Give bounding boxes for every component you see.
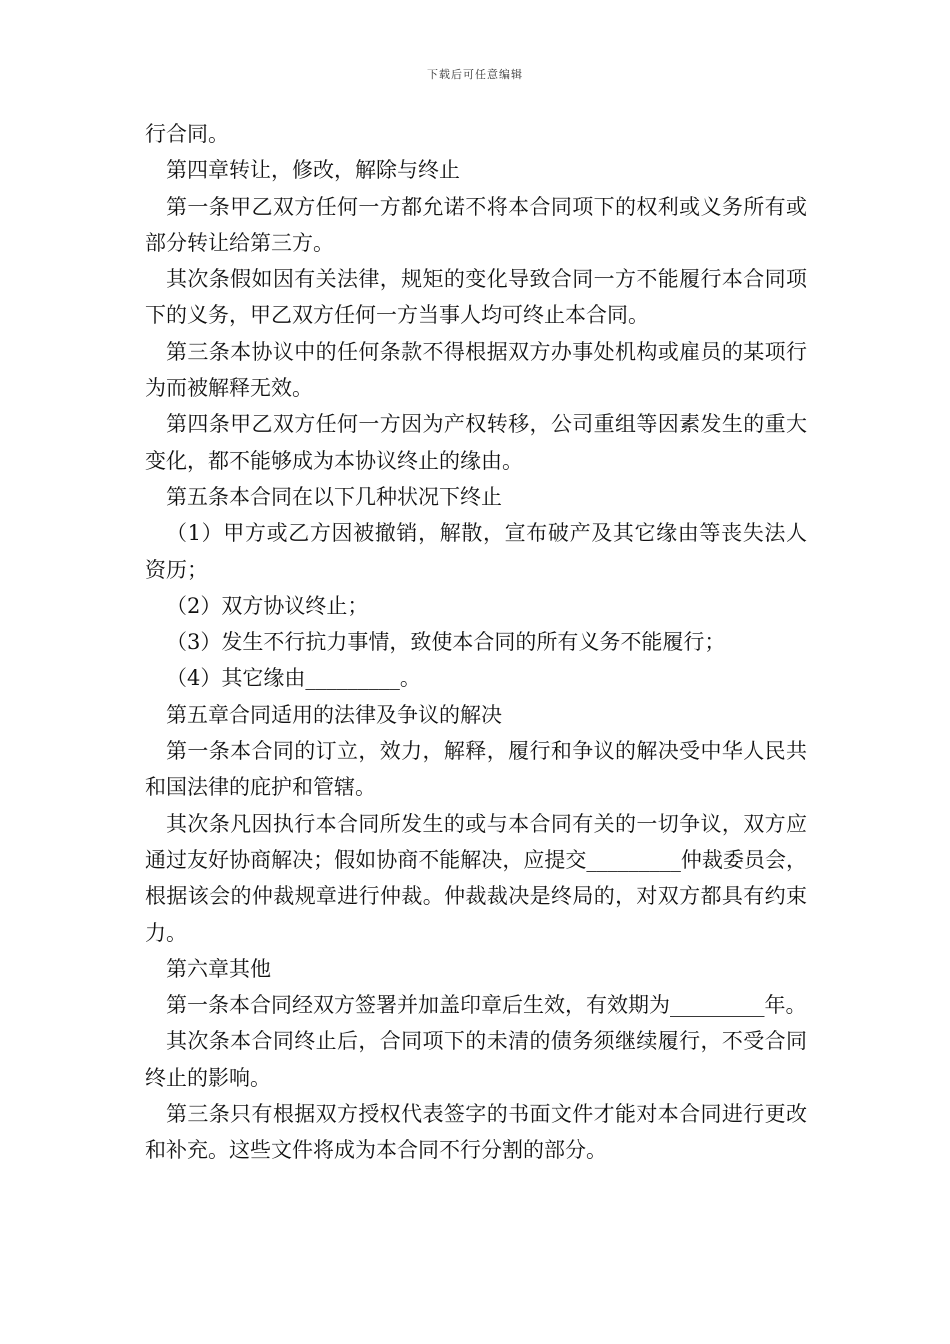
chapter-heading-5: 第五章合同适用的法律及争议的解决 [166,702,502,727]
chapter-heading-6: 第六章其他 [166,956,271,981]
paragraph: 第一条甲乙双方任何一方都允诺不将本合同项下的权利或义务所有或部分转让给第三方。 [145,194,807,255]
paragraph: 其次条本合同终止后，合同项下的未清的债务须继续履行，不受合同终止的影响。 [145,1029,807,1090]
paragraph: 第三条只有根据双方授权代表签字的书面文件才能对本合同进行更改和补充。这些文件将成为本合同不行分割的部分。 [145,1102,807,1163]
page-header: 下载后可任意编辑 [427,68,523,81]
paragraph: 第四条甲乙双方任何一方因为产权转移，公司重组等因素发生的重大变化，都不能够成为本协议终止的缘由。 [145,412,807,473]
paragraph: 第一条本合同的订立，效力，解释，履行和争议的解决受中华人民共和国法律的庇护和管辖。 [145,739,807,800]
list-item: （3）发生不行抗力事情，致使本合同的所有义务不能履行； [166,630,726,655]
paragraph: 第五条本合同在以下几种状况下终止 [166,484,502,509]
paragraph: 其次条凡因执行本合同所发生的或与本合同有关的一切争议，双方应通过友好协商解决；假如协商不能解决，应提交_________仲裁委员会，根据该会的仲裁规章进行仲裁。仲裁裁决是终局的，对双方都具有约束力。 [145,811,807,945]
list-item: （1）甲方或乙方因被撤销，解散，宣布破产及其它缘由等丧失法人资历； [145,521,807,582]
list-item: （2）双方协议终止； [166,593,369,618]
paragraph: 其次条假如因有关法律，规矩的变化导致合同一方不能履行本合同项下的义务，甲乙双方任何一方当事人均可终止本合同。 [145,267,807,328]
paragraph: 第一条本合同经双方签署并加盖印章后生效，有效期为_________年。 [166,993,807,1018]
document-body [145,116,807,1169]
chapter-heading-4: 第四章转让，修改，解除与终止 [166,158,460,183]
paragraph-continuation: 行合同。 [145,122,229,146]
list-item: （4）其它缘由_________。 [166,666,421,691]
paragraph: 第三条本协议中的任何条款不得根据双方办事处机构或雇员的某项行为而被解释无效。 [145,339,807,401]
